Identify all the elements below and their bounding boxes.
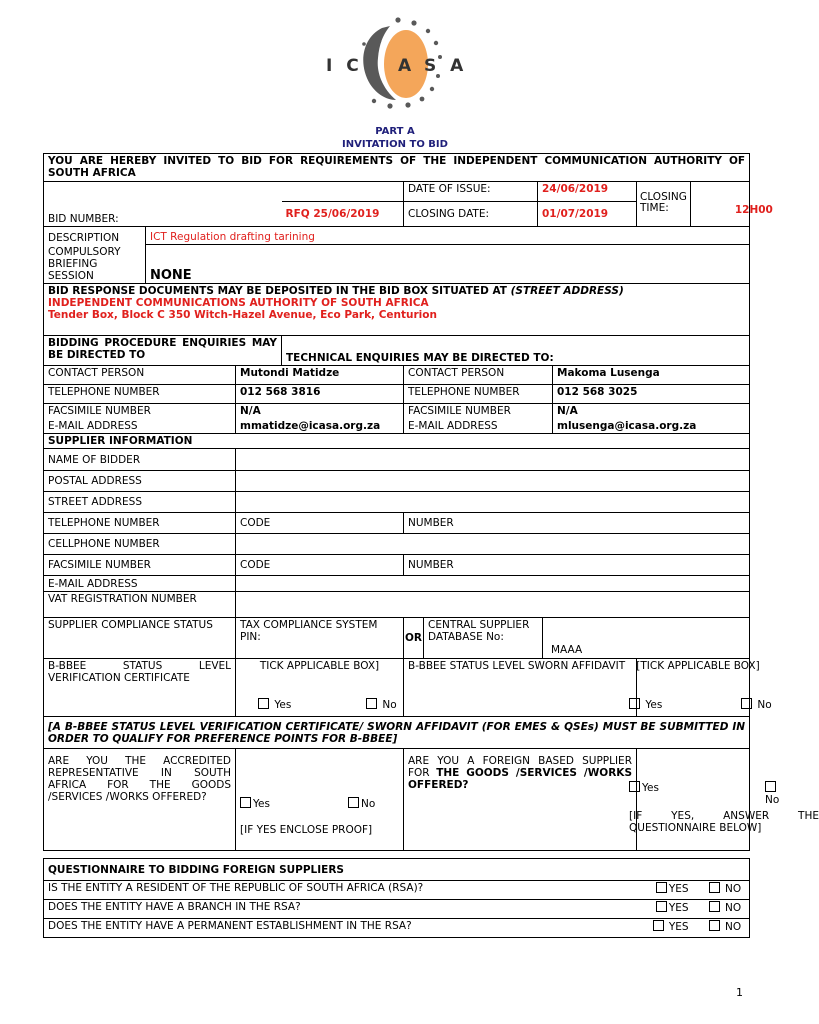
- bidding-telephone-label: TELEPHONE NUMBER: [44, 384, 236, 403]
- cellphone-label: CELLPHONE NUMBER: [44, 534, 236, 555]
- telephone-number-field[interactable]: [404, 513, 750, 534]
- bbbee-note: [A B-BBEE STATUS LEVEL VERIFICATION CERTIFICATE/ SWORN AFFIDAVIT (FOR EMES & QSEs) MUST BE SUBMITTED IN ORDER TO QUALIFY FOR PREFERENCE POINTS FOR B-BBEE]: [44, 717, 750, 749]
- foreign-supplier-options: [629, 749, 819, 851]
- no-label: NO: [724, 921, 742, 933]
- checkbox-icon[interactable]: [348, 797, 359, 808]
- bid-number-label: BID NUMBER:: [48, 213, 119, 225]
- technical-enquiries-heading: TECHNICAL ENQUIRIES MAY BE DIRECTED TO:: [282, 335, 750, 365]
- csd-label: CENTRAL SUPPLIER DATABASE No:: [424, 618, 543, 658]
- checkbox-icon[interactable]: [709, 920, 720, 931]
- facsimile-number-label: NUMBER: [408, 559, 454, 571]
- street-address-label: STREET ADDRESS: [44, 492, 236, 513]
- question-2-yes-option[interactable]: [656, 902, 689, 914]
- briefing-label: COMPULSORY BRIEFING SESSION: [44, 245, 146, 284]
- bbbee-certificate-no-option[interactable]: [366, 698, 397, 711]
- technical-contact-value: Makoma Lusenga: [553, 365, 750, 384]
- questionnaire-question-2: DOES THE ENTITY HAVE A BRANCH IN THE RSA?: [44, 900, 553, 919]
- checkbox-icon[interactable]: [656, 882, 667, 893]
- telephone-number-label: NUMBER: [408, 517, 454, 529]
- technical-contact-label: CONTACT PERSON: [404, 365, 553, 384]
- supplier-telephone-label: TELEPHONE NUMBER: [44, 513, 236, 534]
- foreign-supplier-text-bold: THE GOODS /SERVICES /WORKS OFFERED?: [408, 767, 633, 791]
- deposit-cell: [44, 283, 750, 335]
- question-3-no-option[interactable]: [709, 921, 741, 933]
- technical-telephone-label: TELEPHONE NUMBER: [404, 384, 553, 403]
- bbbee-affidavit-tick-cell: [636, 659, 772, 717]
- briefing-value: NONE: [146, 245, 750, 284]
- bbbee-affidavit-label: B-BBEE STATUS LEVEL SWORN AFFIDAVIT: [404, 659, 637, 717]
- page-title: INVITATION TO BID: [342, 139, 448, 150]
- logo-text-right: S A: [424, 56, 468, 76]
- part-label: PART A: [375, 126, 415, 137]
- bidding-contact-value: Mutondi Matidze: [236, 365, 404, 384]
- foreign-supplier-text: ARE YOU A FOREIGN BASED SUPPLIER FOR: [408, 755, 632, 779]
- closing-time-value: 12H00: [734, 204, 773, 216]
- closing-date-label: CLOSING DATE:: [404, 202, 538, 227]
- facsimile-number-field[interactable]: [404, 555, 750, 576]
- telephone-code-field[interactable]: [236, 513, 404, 534]
- vat-registration-label: VAT REGISTRATION NUMBER: [44, 592, 236, 618]
- checkbox-icon[interactable]: [709, 882, 720, 893]
- accredited-representative-label: ARE YOU THE ACCREDITED REPRESENTATIVE IN SOUTH AFRICA FOR THE GOODS /SERVICES /WORKS OFFERED?: [44, 749, 236, 851]
- vat-registration-field[interactable]: [236, 592, 750, 618]
- closing-time-cell: [637, 182, 773, 227]
- or-label: OR: [404, 618, 424, 659]
- date-of-issue-value: 24/06/2019: [538, 182, 637, 202]
- tax-compliance-pin-label: TAX COMPLIANCE SYSTEM PIN:: [240, 619, 378, 643]
- supplier-facsimile-label: FACSIMILE NUMBER: [44, 555, 236, 576]
- csd-number-field[interactable]: [424, 618, 750, 659]
- description-value: ICT Regulation drafting tarining: [146, 227, 750, 245]
- description-label: DESCRIPTION: [44, 227, 146, 245]
- yes-label: Yes: [253, 798, 270, 810]
- checkbox-icon[interactable]: [765, 781, 776, 792]
- deposit-heading: BID RESPONSE DOCUMENTS MAY BE DEPOSITED IN THE BID BOX SITUATED AT: [48, 284, 511, 297]
- bidding-enquiries-heading: BIDDING PROCEDURE ENQUIRIES MAY BE DIRECTED TO: [44, 335, 282, 365]
- bidding-facsimile-value: N/A: [236, 403, 404, 419]
- facsimile-code-field[interactable]: [236, 555, 404, 576]
- no-label: No: [361, 798, 376, 810]
- bbbee-certificate-label: B-BBEE STATUS LEVEL VERIFICATION CERTIFICATE: [44, 659, 236, 717]
- no-label: No: [765, 794, 780, 806]
- logo-text-left: I C: [326, 56, 363, 76]
- street-address-field[interactable]: [236, 492, 750, 513]
- supplier-info-heading: SUPPLIER INFORMATION: [44, 434, 750, 449]
- yes-label: YES: [668, 902, 689, 914]
- no-label: NO: [724, 883, 742, 895]
- no-label: No: [382, 699, 397, 711]
- question-3-options: [553, 919, 750, 938]
- accredited-representative-options: [236, 749, 404, 851]
- bidding-email-value: mmatidze@icasa.org.za: [236, 419, 404, 434]
- deposit-line-1: INDEPENDENT COMMUNICATIONS AUTHORITY OF SOUTH AFRICA: [48, 296, 429, 309]
- foreign-no-option[interactable]: [765, 781, 779, 806]
- deposit-heading-street: (STREET ADDRESS): [510, 284, 624, 297]
- checkbox-icon[interactable]: [366, 698, 377, 709]
- technical-facsimile-value: N/A: [553, 403, 750, 419]
- yes-label: Yes: [645, 699, 663, 711]
- bidder-name-label: NAME OF BIDDER: [44, 449, 236, 471]
- facsimile-code-label: CODE: [240, 559, 271, 571]
- technical-email-label: E-MAIL ADDRESS: [404, 419, 553, 434]
- bid-number-value: RFQ 25/06/2019: [282, 202, 404, 227]
- questionnaire-heading: QUESTIONNAIRE TO BIDDING FOREIGN SUPPLIERS: [44, 859, 750, 881]
- bidding-telephone-value: 012 568 3816: [236, 384, 404, 403]
- technical-facsimile-label: FACSIMILE NUMBER: [404, 403, 553, 419]
- bid-number-spacer: [282, 182, 404, 202]
- question-2-no-option[interactable]: [709, 902, 741, 914]
- page-number: 1: [736, 986, 743, 999]
- spacer: [44, 851, 750, 859]
- no-label: NO: [724, 902, 742, 914]
- bbbee-certificate-yes-option[interactable]: [258, 698, 291, 711]
- icasa-logo: [318, 14, 468, 114]
- bidder-name-field[interactable]: [236, 449, 750, 471]
- bbbee-affidavit-tick-label: [TICK APPLICABLE BOX]: [636, 660, 760, 672]
- closing-time-label: CLOSING TIME:: [637, 182, 691, 226]
- checkbox-icon[interactable]: [709, 901, 720, 912]
- deposit-line-2: Tender Box, Block C 350 Witch-Hazel Avenue, Eco Park, Centurion: [48, 308, 437, 321]
- checkbox-icon[interactable]: [240, 797, 251, 808]
- compliance-status-label: SUPPLIER COMPLIANCE STATUS: [44, 618, 236, 659]
- postal-address-label: POSTAL ADDRESS: [44, 471, 236, 492]
- bid-form-table: [43, 153, 819, 938]
- question-1-no-option[interactable]: [709, 883, 741, 895]
- yes-label: YES: [668, 883, 689, 895]
- technical-email-value: mlusenga@icasa.org.za: [553, 419, 750, 434]
- accredited-yes-option[interactable]: [240, 797, 270, 810]
- bbbee-certificate-tick-cell: [236, 659, 404, 717]
- question-3-yes-option[interactable]: [653, 921, 689, 933]
- telephone-code-label: CODE: [240, 517, 271, 529]
- questionnaire-question-1: IS THE ENTITY A RESIDENT OF THE REPUBLIC OF SOUTH AFRICA (RSA)?: [44, 881, 553, 900]
- bbbee-affidavit-yes-option[interactable]: [629, 698, 662, 711]
- supplier-email-field[interactable]: [236, 576, 750, 592]
- no-label: No: [757, 699, 772, 711]
- csd-value: MAAA: [551, 644, 583, 656]
- supplier-email-label: E-MAIL ADDRESS: [44, 576, 236, 592]
- yes-label: Yes: [642, 782, 659, 794]
- accredited-no-option[interactable]: [348, 797, 375, 810]
- checkbox-icon[interactable]: [629, 781, 640, 792]
- closing-date-value: 01/07/2019: [538, 202, 637, 227]
- postal-address-field[interactable]: [236, 471, 750, 492]
- checkbox-icon[interactable]: [653, 920, 664, 931]
- yes-label: YES: [668, 921, 689, 933]
- bid-number-label-cell: [44, 182, 282, 227]
- checkbox-icon[interactable]: [656, 901, 667, 912]
- date-of-issue-label: DATE OF ISSUE:: [404, 182, 538, 202]
- enclose-proof-note: [IF YES ENCLOSE PROOF]: [240, 824, 373, 836]
- technical-telephone-value: 012 568 3025: [553, 384, 750, 403]
- bbbee-affidavit-no-option[interactable]: [741, 698, 772, 711]
- tax-compliance-pin-field[interactable]: [236, 618, 404, 659]
- bidding-email-label: E-MAIL ADDRESS: [44, 419, 236, 434]
- checkbox-icon[interactable]: [741, 698, 752, 709]
- question-1-options: [553, 881, 750, 900]
- foreign-supplier-label: [404, 749, 637, 851]
- yes-label: Yes: [274, 699, 292, 711]
- question-2-options: [553, 900, 750, 919]
- bbbee-certificate-tick-label: TICK APPLICABLE BOX]: [259, 660, 380, 672]
- question-1-yes-option[interactable]: [656, 883, 689, 895]
- logo-text-middle: A: [398, 56, 412, 76]
- bidding-contact-label: CONTACT PERSON: [44, 365, 236, 384]
- intro-text: YOU ARE HEREBY INVITED TO BID FOR REQUIREMENTS OF THE INDEPENDENT COMMUNICATION AUTHORITY OF SOUTH AFRICA: [44, 154, 750, 182]
- foreign-yes-option[interactable]: [629, 781, 659, 794]
- cellphone-field[interactable]: [236, 534, 750, 555]
- bidding-facsimile-label: FACSIMILE NUMBER: [44, 403, 236, 419]
- checkbox-icon[interactable]: [629, 698, 640, 709]
- checkbox-icon[interactable]: [258, 698, 269, 709]
- questionnaire-question-3: DOES THE ENTITY HAVE A PERMANENT ESTABLISHMENT IN THE RSA?: [44, 919, 553, 938]
- answer-questionnaire-note: [IF YES, ANSWER THE QUESTIONNAIRE BELOW]: [629, 810, 819, 834]
